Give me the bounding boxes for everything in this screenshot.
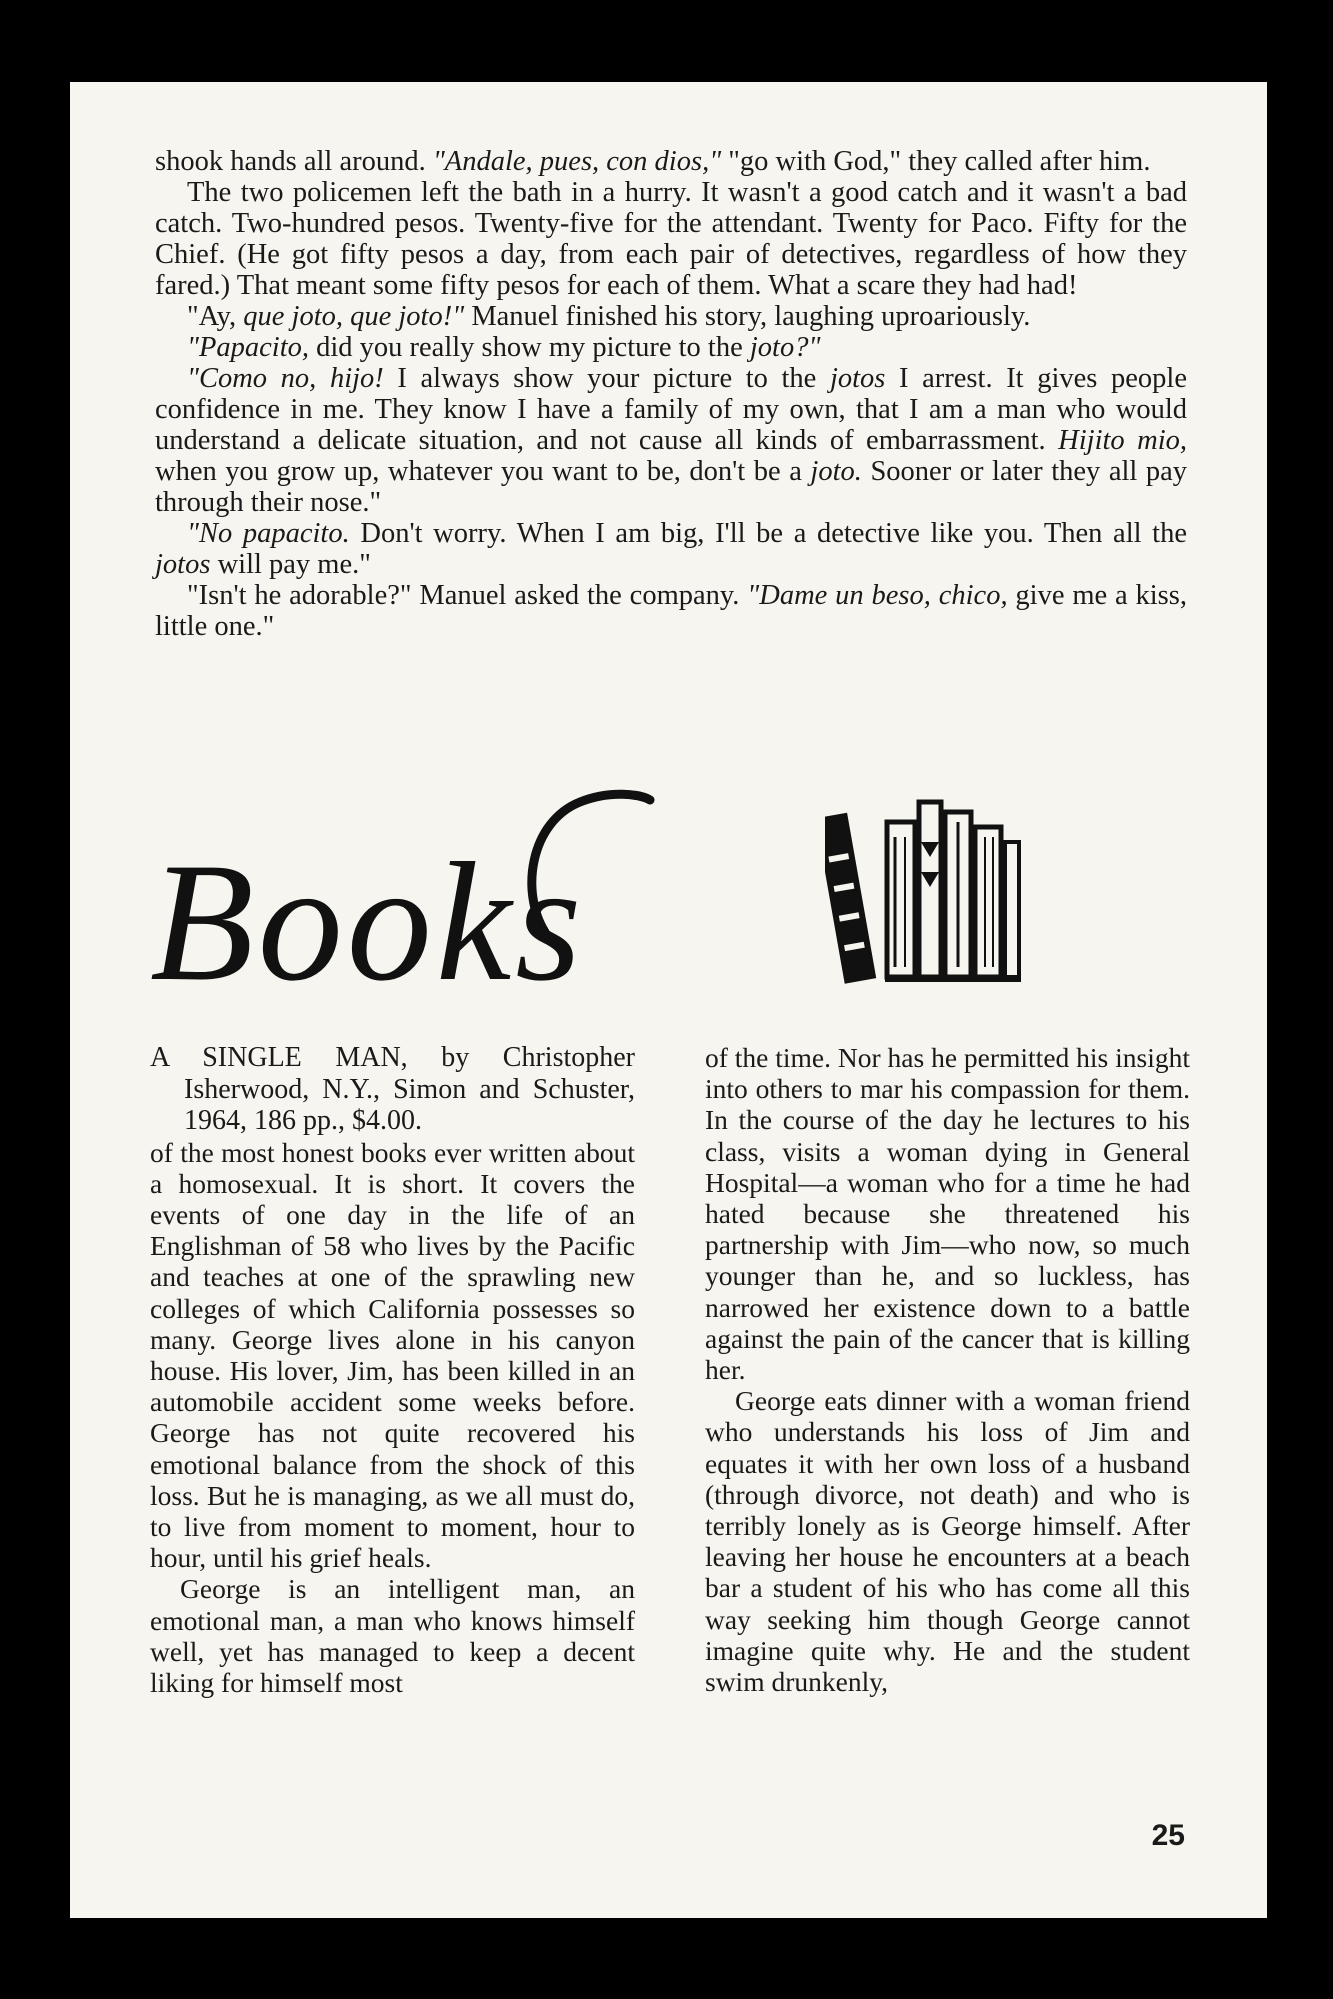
section-title: Books <box>150 828 586 1016</box>
review-book-heading: A SINGLE MAN, by Christopher Isherwood, N.Y., Simon and Schuster, 1964, 186 pp., $4.00. <box>150 1042 635 1136</box>
review-paragraph: of the most honest books ever written about a homosexual. It is short. It covers the events of one day in the life of an Englishman of 58 who lives by the Pacific and teaches at one of the sprawling new colleges of which California possesses so many. George lives alone in his canyon house. His lover, Jim, has been killed in an automobile accident some weeks before. George has not quite recovered his emotional balance from the shock of this loss. But he is managing, as we all must do, to live from moment to moment, hour to hour, until his grief heals. <box>150 1136 635 1574</box>
story-paragraph: "No papacito. Don't worry. When I am big, I'll be a detective like you. Then all the jotos will pay me." <box>155 518 1187 580</box>
review-paragraph: of the time. Nor has he permitted his insight into others to mar his compassion for them. In the course of the day he lectures to his class, visits a woman dying in General Hospital—a woman who for a time he had hated because she threatened his partnership with Jim—who now, so much younger than he, and so luckless, has narrowed her existence down to a battle against the pain of the cancer that is killing her. <box>705 1042 1190 1386</box>
italic-phrase: "No papacito. <box>187 518 350 549</box>
review-paragraph: George is an intelligent man, an emotional man, a man who knows himself well, yet has managed to keep a decent liking for himself most <box>150 1573 635 1698</box>
story-paragraph: "Ay, que joto, que joto!" Manuel finished his story, laughing uproariously. <box>187 301 1031 332</box>
italic-phrase: joto. <box>810 456 862 487</box>
review-column-right <box>705 1042 1190 1697</box>
books-section-heading <box>150 782 710 1082</box>
italic-phrase: "Papacito, <box>187 332 309 363</box>
magazine-page <box>70 82 1267 1918</box>
italic-phrase: jotos <box>155 549 211 580</box>
italic-phrase: "Andale, pues, con dios," <box>432 146 722 177</box>
story-continuation <box>155 146 1187 642</box>
books-on-shelf-icon <box>825 782 1025 992</box>
review-paragraph: George eats dinner with a woman friend who understands his loss of Jim and equates it with her own loss of a husband (through divorce, not death) and who is terribly lonely as is George himself. After leaving her house he encounters at a beach bar a student of his who has come all this way seeking him though George cannot imagine quite why. He and the student swim drunkenly, <box>705 1385 1190 1698</box>
story-paragraph: "Como no, hijo! I always show your picture to the jotos I arrest. It gives people confidence in me. They know I have a family of my own, that I am a man who would understand a delicate situation, and not cause all kinds of embarrassment. Hijito mio, when you grow up, whatever you want to be, don't be a joto. Sooner or later they all pay through their nose." <box>155 363 1187 518</box>
story-paragraph: The two policemen left the bath in a hurry. It wasn't a good catch and it wasn't a bad catch. Two-hundred pesos. Twenty-five for the attendant. Twenty for Paco. Fifty for the Chief. (He got fifty pesos a day, from each pair of detectives, regardless of how they fared.) That meant some fifty pesos for each of them. What a scare they had had! <box>155 177 1187 301</box>
italic-phrase: "Como no, hijo! <box>187 363 384 394</box>
italic-phrase: que joto, que joto!" <box>243 301 465 332</box>
story-paragraph: "Papacito, did you really show my picture to the joto?" <box>187 332 821 363</box>
story-paragraph: "Isn't he adorable?" Manuel asked the company. "Dame un beso, chico, give me a kiss, little one." <box>155 580 1187 642</box>
page-number: 25 <box>1151 1819 1185 1852</box>
italic-phrase: jotos <box>829 363 886 394</box>
italic-phrase: "Dame un beso, chico, <box>747 580 1008 611</box>
story-paragraph: shook hands all around. "Andale, pues, con dios," "go with God," they called after him. <box>155 146 1151 177</box>
italic-phrase: joto?" <box>749 332 821 363</box>
review-column-left <box>150 1042 635 1698</box>
italic-phrase: Hijito mio, <box>1058 425 1187 456</box>
